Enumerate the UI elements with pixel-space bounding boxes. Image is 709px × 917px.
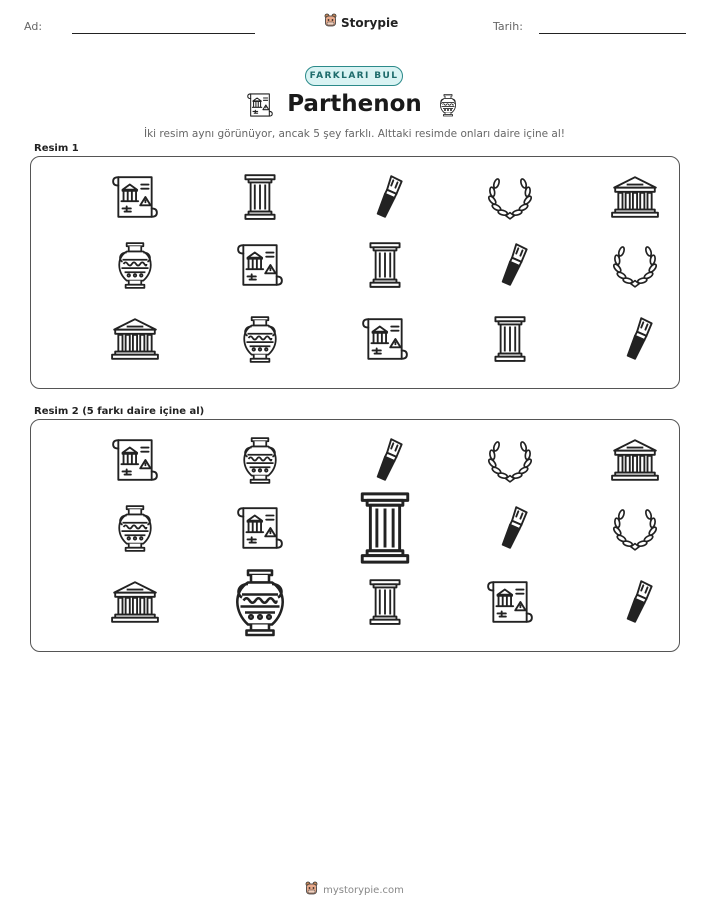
temple-icon [105,312,165,366]
chisel-icon [480,238,540,292]
picture-2-panel[interactable] [30,419,680,652]
title-amphora-icon [436,90,460,124]
storypie-logo-icon [305,881,318,900]
column-icon [230,170,290,224]
amphora-icon [230,312,290,366]
date-label: Tarih: [493,20,523,33]
column-icon [355,238,415,292]
laurel-wreath-icon[interactable] [605,501,665,555]
temple-icon[interactable] [605,433,665,487]
laurel-wreath-icon[interactable] [480,433,540,487]
chisel-icon [355,170,415,224]
instructions: İki resim aynı görünüyor, ancak 5 şey farklı. Alttaki resimde onları daire içine al! [144,128,565,140]
chisel-icon[interactable] [605,575,665,629]
storypie-logo-icon [324,13,337,32]
temple-icon [605,170,665,224]
scroll-blueprint-icon [355,312,415,366]
column-icon[interactable] [344,487,426,569]
laurel-wreath-icon [480,170,540,224]
scroll-blueprint-icon[interactable] [105,433,165,487]
column-icon [480,312,540,366]
picture-1-panel [30,156,680,389]
scroll-blueprint-icon[interactable] [480,575,540,629]
chisel-icon[interactable] [480,501,540,555]
amphora-icon[interactable] [105,501,165,555]
scroll-blueprint-icon [230,238,290,292]
scroll-blueprint-icon [105,170,165,224]
date-line[interactable] [539,33,686,34]
amphora-icon[interactable] [230,433,290,487]
name-label: Ad: [24,20,43,33]
chisel-icon[interactable] [355,433,415,487]
scroll-blueprint-icon[interactable] [230,501,290,555]
temple-icon[interactable] [105,575,165,629]
laurel-wreath-icon [605,238,665,292]
picture-1-label: Resim 1 [34,143,79,154]
footer-url: mystorypie.com [323,885,404,896]
amphora-icon[interactable] [222,564,298,640]
column-icon[interactable] [355,575,415,629]
amphora-icon [105,238,165,292]
picture-2-label: Resim 2 (5 farkı daire içine al) [34,406,205,417]
brand-name: Storypie [341,15,399,30]
chisel-icon [605,312,665,366]
brand [324,13,398,32]
page-title: Parthenon [287,91,422,117]
name-line[interactable] [72,33,255,34]
activity-badge: FARKLARI BUL [305,66,403,86]
footer [0,881,709,900]
